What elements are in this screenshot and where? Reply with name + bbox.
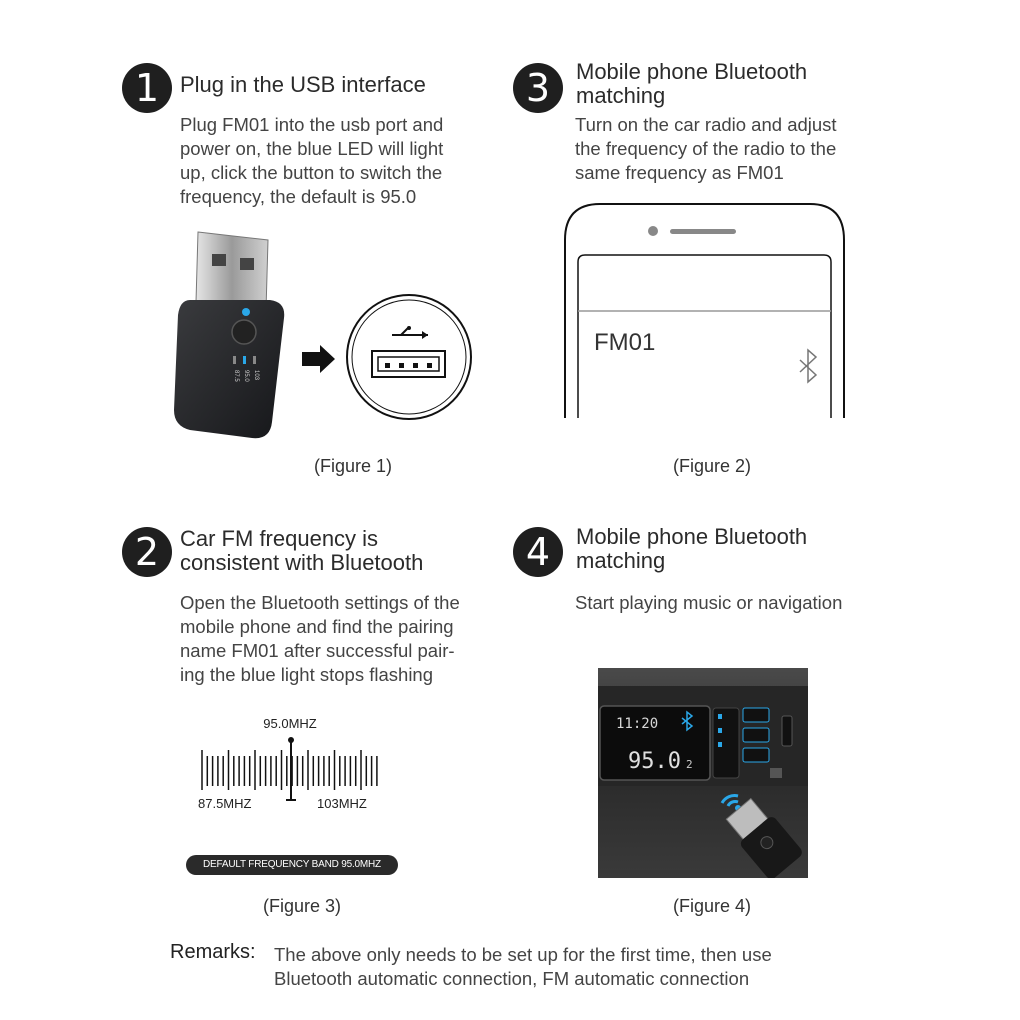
step-1-title	[180, 73, 426, 97]
default-frequency-band-badge: DEFAULT FREQUENCY BAND 95.0MHZ	[186, 855, 398, 875]
step-4-title	[576, 525, 807, 573]
figure-3-frequency-band-illustration	[190, 710, 390, 820]
step-3-title	[576, 60, 807, 108]
remarks-label: Remarks:	[170, 941, 256, 963]
remarks-line: The above only needs to be set up for the first time, then use	[274, 944, 772, 965]
step-4-title-line-1: Mobile phone Bluetooth	[576, 524, 808, 549]
radio-clock: 11:20	[616, 716, 659, 732]
step-1-description	[180, 113, 443, 209]
bluetooth-icon	[800, 350, 816, 382]
step-3-number-badge: 3	[513, 63, 563, 113]
desc-line: ing the blue light stops flashing	[180, 664, 434, 685]
led-label-875: 87.5	[233, 370, 239, 382]
phone-speaker	[670, 229, 736, 234]
figure-4-caption: (Figure 4)	[672, 896, 752, 916]
figure-2-caption: (Figure 2)	[672, 456, 752, 476]
step-1-title-line-1: Plug in the USB interface	[180, 72, 426, 97]
desc-line: same frequency as FM01	[575, 162, 784, 183]
led-label-103: 103	[253, 370, 259, 381]
step-2-title-line-1: Car FM frequency is	[180, 526, 379, 551]
remarks-line: Bluetooth automatic connection, FM automatic connection	[274, 968, 750, 989]
figure-1-usb-adapter-illustration	[160, 220, 480, 445]
switch-button	[232, 320, 256, 344]
step-3-description	[575, 113, 837, 185]
desc-line: up, click the button to switch the	[180, 162, 443, 183]
step-4-number-badge: 4	[513, 527, 563, 577]
step-1-number-badge: 1	[122, 63, 172, 113]
figure-4-car-radio-photo	[598, 668, 808, 878]
step-3-title-line-1: Mobile phone Bluetooth	[576, 59, 808, 84]
radio-display-suffix: 2	[686, 758, 693, 771]
desc-line: frequency, the default is 95.0	[180, 186, 417, 207]
led-label-950: 95.0	[243, 370, 249, 382]
step-2-description	[180, 591, 460, 687]
low-frequency-label: 87.5MHZ	[198, 796, 252, 811]
remarks-text	[274, 943, 772, 991]
desc-line: Start playing music or navigation	[575, 592, 843, 613]
high-frequency-label: 103MHZ	[317, 796, 367, 811]
step-4-description	[575, 591, 842, 615]
figure-2-phone-bluetooth-illustration	[560, 200, 850, 422]
desc-line: mobile phone and find the pairing	[180, 616, 454, 637]
usb-connector	[196, 232, 268, 310]
usb-port-icon	[347, 295, 471, 419]
desc-line: power on, the blue LED will light	[180, 138, 444, 159]
blue-status-led	[242, 308, 250, 316]
desc-line: Open the Bluetooth settings of the	[180, 592, 460, 613]
radio-frequency: 95.0	[628, 749, 681, 774]
desc-line: Turn on the car radio and adjust	[575, 114, 837, 135]
step-2-title-line-2: consistent with Bluetooth	[180, 550, 424, 575]
step-3-title-line-2: matching	[576, 83, 666, 108]
arrow-right-icon	[302, 345, 335, 373]
desc-line: name FM01 after successful pair-	[180, 640, 455, 661]
bluetooth-device-name: FM01	[594, 329, 656, 356]
desc-line: Plug FM01 into the usb port and	[180, 114, 444, 135]
step-4-title-line-2: matching	[576, 548, 666, 573]
step-2-number-badge: 2	[122, 527, 172, 577]
frequency-ticks	[202, 750, 377, 790]
center-frequency-label: 95.0MHZ	[263, 716, 317, 731]
phone-camera	[648, 226, 658, 236]
adapter-body	[174, 300, 284, 438]
desc-line: the frequency of the radio to the	[575, 138, 837, 159]
step-2-title	[180, 527, 423, 575]
figure-3-caption: (Figure 3)	[262, 896, 342, 916]
figure-1-caption: (Figure 1)	[313, 456, 393, 476]
